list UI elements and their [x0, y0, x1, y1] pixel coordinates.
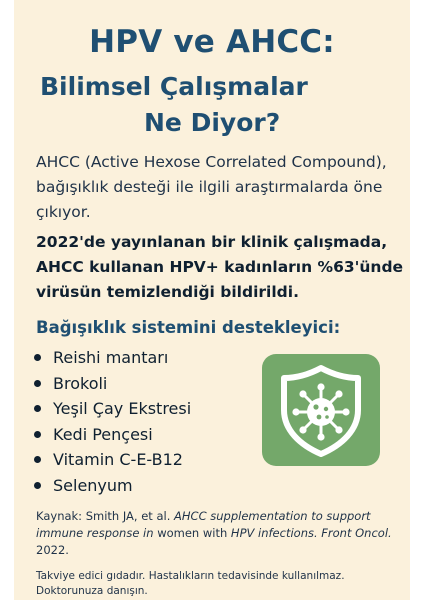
list-item [34, 345, 191, 371]
list-item-label: Yeşil Çay Ekstresi [53, 399, 192, 419]
bullet-icon [34, 354, 41, 361]
disclaimer: Takviye edici gıdadır. Hastalıkların tedavisinde kullanılmaz. Doktorunuza danışın. [36, 570, 345, 597]
source-citation [36, 508, 408, 559]
title-line-3: Ne Diyor? [144, 108, 281, 137]
info-card [14, 0, 410, 600]
support-heading: Bağışıklık sistemini destekleyici: [36, 318, 341, 337]
source-title-part-1: AHCC supplementation to support immune response in [36, 509, 371, 540]
list-item-label: Selenyum [53, 475, 133, 495]
study-paragraph: 2022'de yayınlanan bir klinik çalışmada, AHCC kullanan HPV+ kadınların %63'ünde virüsün temizlendiği bildirildi. [36, 233, 404, 301]
title-line-2: Bilimsel Çalışmalar [40, 72, 308, 101]
title-line-1: HPV ve AHCC: [89, 24, 335, 60]
list-item-label: Brokoli [53, 373, 108, 393]
bullet-icon [34, 405, 41, 412]
list-item-label: Reishi mantarı [53, 348, 169, 368]
bullet-icon [34, 380, 41, 387]
list-item [34, 396, 191, 422]
list-item [34, 422, 191, 448]
intro-paragraph: AHCC (Active Hexose Correlated Compound), bağışıklık desteği ile ilgili araştırmalarda öne çıkıyor. [36, 153, 387, 221]
list-item-label: Kedi Pençesi [53, 424, 153, 444]
bullet-icon [34, 482, 41, 489]
source-middle: women with [153, 526, 231, 540]
bullet-icon [34, 431, 41, 438]
support-list [34, 345, 191, 498]
list-item [34, 447, 191, 473]
source-prefix: Kaynak: Smith JA, et al. [36, 509, 175, 523]
shield-virus-badge [262, 354, 380, 466]
list-item [34, 473, 191, 499]
source-year: 2022. [36, 543, 69, 557]
list-item [34, 371, 191, 397]
bullet-icon [34, 456, 41, 463]
source-title-part-2: HPV infections. Front Oncol. [230, 526, 392, 540]
shield-virus-icon [262, 354, 380, 466]
list-item-label: Vitamin C-E-B12 [53, 450, 183, 470]
